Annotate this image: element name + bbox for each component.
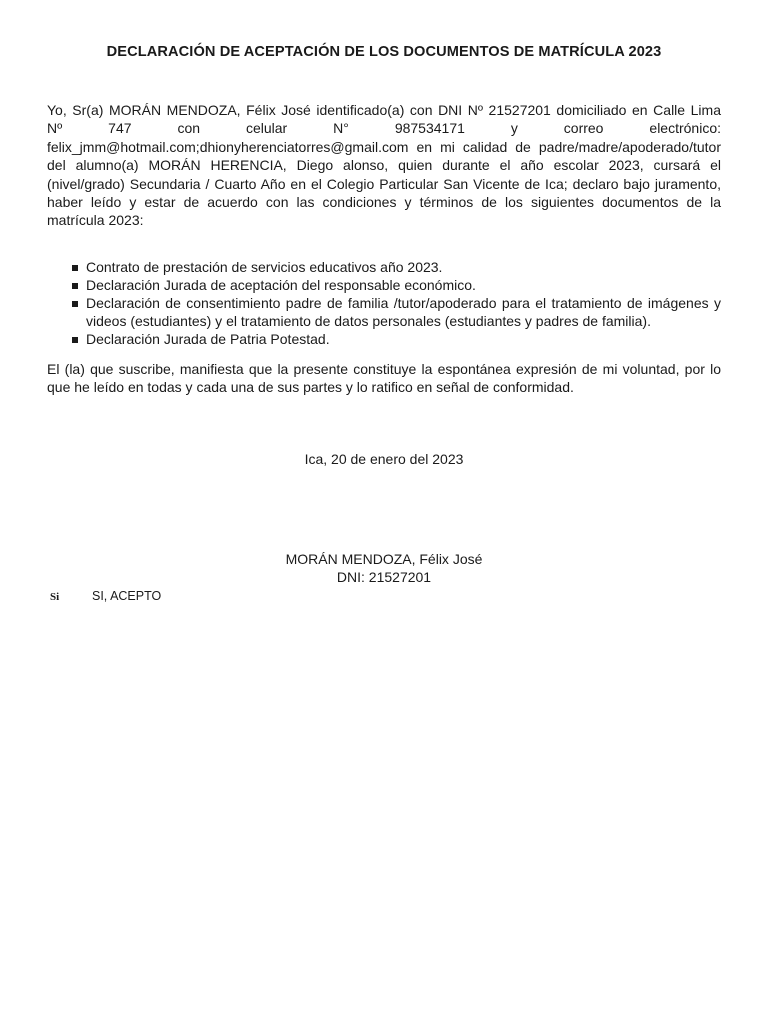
list-item-text: Declaración de consentimiento padre de familia /tutor/apoderado para el tratamiento de imágenes y videos (estudiantes) y el tratamiento de datos personales (estudiantes y padres de familia). <box>86 295 721 329</box>
list-item <box>47 330 721 348</box>
list-item-text: Declaración Jurada de aceptación del responsable económico. <box>86 277 476 293</box>
intro-line: (nivel/grado) Secundaria / Cuarto Año en el Colegio Particular San Vicente de Ica; declaro bajo juramento, <box>47 175 721 192</box>
intro-paragraph <box>47 101 721 230</box>
list-item <box>47 258 721 276</box>
list-item-text: Contrato de prestación de servicios educativos año 2023. <box>86 259 443 275</box>
signer-dni: DNI: 21527201 <box>336 569 432 585</box>
square-bullet-icon <box>72 337 78 343</box>
square-bullet-icon <box>72 301 78 307</box>
square-bullet-icon <box>72 283 78 289</box>
document-title: DECLARACIÓN DE ACEPTACIÓN DE LOS DOCUMENTOS DE MATRÍCULA 2023 <box>106 44 662 60</box>
list-item <box>47 276 721 294</box>
square-bullet-icon <box>72 265 78 271</box>
intro-line: haber leído y estar de acuerdo con las condiciones y términos de los siguientes documentos de la <box>47 193 721 210</box>
intro-line: Yo, Sr(a) MORÁN MENDOZA, Félix José identificado(a) con DNI Nº 21527201 domiciliado en Calle Lima <box>47 102 721 118</box>
documents-list <box>47 258 721 348</box>
closing-paragraph: El (la) que suscribe, manifiesta que la presente constituye la espontánea expresión de mi voluntad, por lo que he leído en todas y cada una de sus partes y lo ratifico en señal de conformidad. <box>47 361 721 396</box>
list-item-text: Declaración Jurada de Patria Potestad. <box>86 331 330 347</box>
signer-name: MORÁN MENDOZA, Félix José <box>285 551 483 567</box>
intro-line: felix_jmm@hotmail.com;dhionyherenciatorres@gmail.com en mi calidad de padre/madre/apoderado/tutor <box>47 138 721 155</box>
list-item <box>47 294 721 330</box>
intro-line: Nº 747 con celular N° 987534171 y correo electrónico: <box>47 120 721 137</box>
acceptance-mark: Si <box>50 591 60 603</box>
acceptance-text: SI, ACEPTO <box>92 589 162 603</box>
intro-line: matrícula 2023: <box>47 212 144 229</box>
place-date: Ica, 20 de enero del 2023 <box>304 451 464 467</box>
intro-line: del alumno(a) MORÁN HERENCIA, Diego alonso, quien durante el año escolar 2023, cursará el <box>47 157 721 174</box>
